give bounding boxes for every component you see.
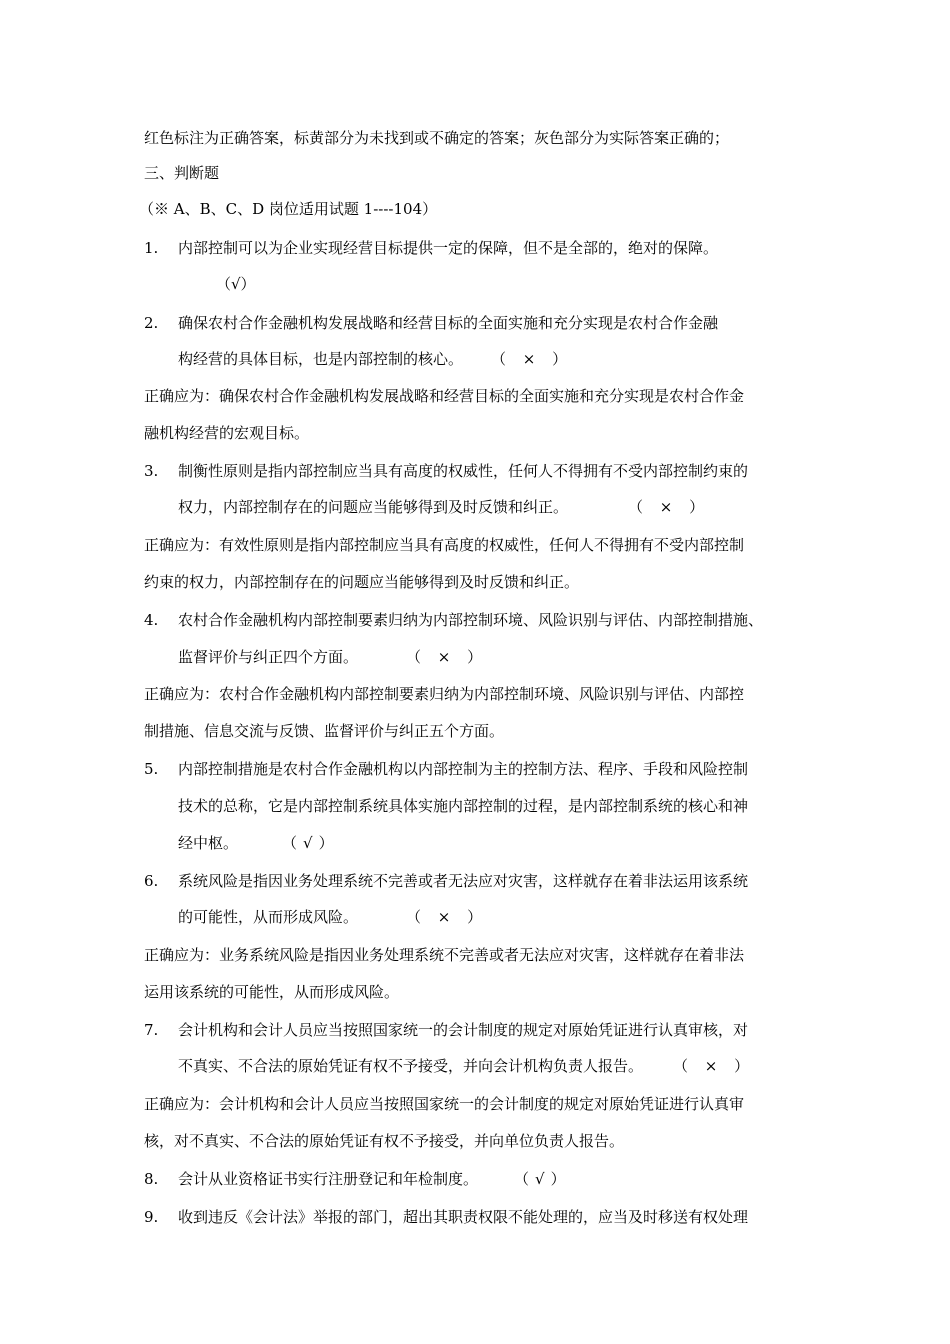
question-number: 8.	[144, 1170, 159, 1188]
answer-mark: （ × ）	[406, 648, 489, 666]
question-text: 确保农村合作金融机构发展战略和经营目标的全面实施和充分实现是农村合作金融	[178, 314, 719, 332]
legend-note: 红色标注为正确答案，标黄部分为未找到或不确定的答案；灰色部分为实际答案正确的；	[144, 129, 730, 147]
question-text-cont: 不真实、不合法的原始凭证有权不予接受，并向会计机构负责人报告。 （ × ）	[178, 1057, 756, 1075]
answer-mark: （ × ）	[628, 498, 711, 516]
correction-text: 正确应为：农村合作金融机构内部控制要素归纳为内部控制环境、风险识别与评估、内部控	[144, 685, 745, 703]
correction-text-cont: 核，对不真实、不合法的原始凭证有权不予接受，并向单位负责人报告。	[144, 1132, 625, 1150]
correction-text-cont: 融机构经营的宏观目标。	[144, 424, 310, 442]
question-text: 会计从业资格证书实行注册登记和年检制度。 （√）	[178, 1170, 572, 1188]
question-number: 9.	[144, 1208, 159, 1226]
correction-text: 正确应为：会计机构和会计人员应当按照国家统一的会计制度的规定对原始凭证进行认真审	[144, 1095, 745, 1113]
question-text-cont: 权力，内部控制存在的问题应当能够得到及时反馈和纠正。 （ × ）	[178, 498, 711, 516]
correction-text-cont: 运用该系统的可能性，从而形成风险。	[144, 983, 400, 1001]
answer-mark: （√）	[514, 1170, 572, 1188]
question-text: 会计机构和会计人员应当按照国家统一的会计制度的规定对原始凭证进行认真审核，对	[178, 1021, 749, 1039]
question-text-cont: 经中枢。 （√）	[178, 834, 340, 852]
question-text-cont: 监督评价与纠正四个方面。 （ × ）	[178, 648, 489, 666]
question-text-cont: 的可能性，从而形成风险。 （ × ）	[178, 908, 489, 926]
scope-note: （※ A、B、C、D 岗位适用试题 1----104）	[139, 200, 438, 218]
answer-mark: （ × ）	[406, 908, 489, 926]
question-number: 6.	[144, 872, 159, 890]
question-text-cont: 技术的总称，它是内部控制系统具体实施内部控制的过程，是内部控制系统的核心和神	[178, 797, 749, 815]
question-text-cont: 构经营的具体目标，也是内部控制的核心。 （ × ）	[178, 350, 574, 368]
section-title: 三、判断题	[144, 164, 220, 182]
correction-text: 正确应为：确保农村合作金融机构发展战略和经营目标的全面实施和充分实现是农村合作金	[144, 387, 745, 405]
correction-text: 正确应为：有效性原则是指内部控制应当具有高度的权威性，任何人不得拥有不受内部控制	[144, 536, 745, 554]
answer-mark: （√）	[282, 834, 340, 852]
answer-mark: （√）	[216, 275, 256, 293]
question-text: 农村合作金融机构内部控制要素归纳为内部控制环境、风险识别与评估、内部控制措施、	[178, 611, 764, 629]
correction-text-cont: 约束的权力，内部控制存在的问题应当能够得到及时反馈和纠正。	[144, 573, 580, 591]
question-text: 系统风险是指因业务处理系统不完善或者无法应对灾害，这样就存在着非法运用该系统	[178, 872, 749, 890]
answer-mark: （ × ）	[673, 1057, 756, 1075]
question-text: 内部控制措施是农村合作金融机构以内部控制为主的控制方法、程序、手段和风险控制	[178, 760, 749, 778]
question-number: 2.	[144, 314, 159, 332]
question-text: 内部控制可以为企业实现经营目标提供一定的保障，但不是全部的，绝对的保障。	[178, 239, 719, 257]
question-number: 3.	[144, 462, 159, 480]
answer-mark: （ × ）	[491, 350, 574, 368]
correction-text-cont: 制措施、信息交流与反馈、监督评价与纠正五个方面。	[144, 722, 505, 740]
question-number: 5.	[144, 760, 159, 778]
question-number: 4.	[144, 611, 159, 629]
correction-text: 正确应为：业务系统风险是指因业务处理系统不完善或者无法应对灾害，这样就存在着非法	[144, 946, 745, 964]
question-number: 1.	[144, 239, 159, 257]
question-number: 7.	[144, 1021, 159, 1039]
question-text: 制衡性原则是指内部控制应当具有高度的权威性，任何人不得拥有不受内部控制约束的	[178, 462, 749, 480]
question-text: 收到违反《会计法》举报的部门，超出其职责权限不能处理的，应当及时移送有权处理	[178, 1208, 749, 1226]
